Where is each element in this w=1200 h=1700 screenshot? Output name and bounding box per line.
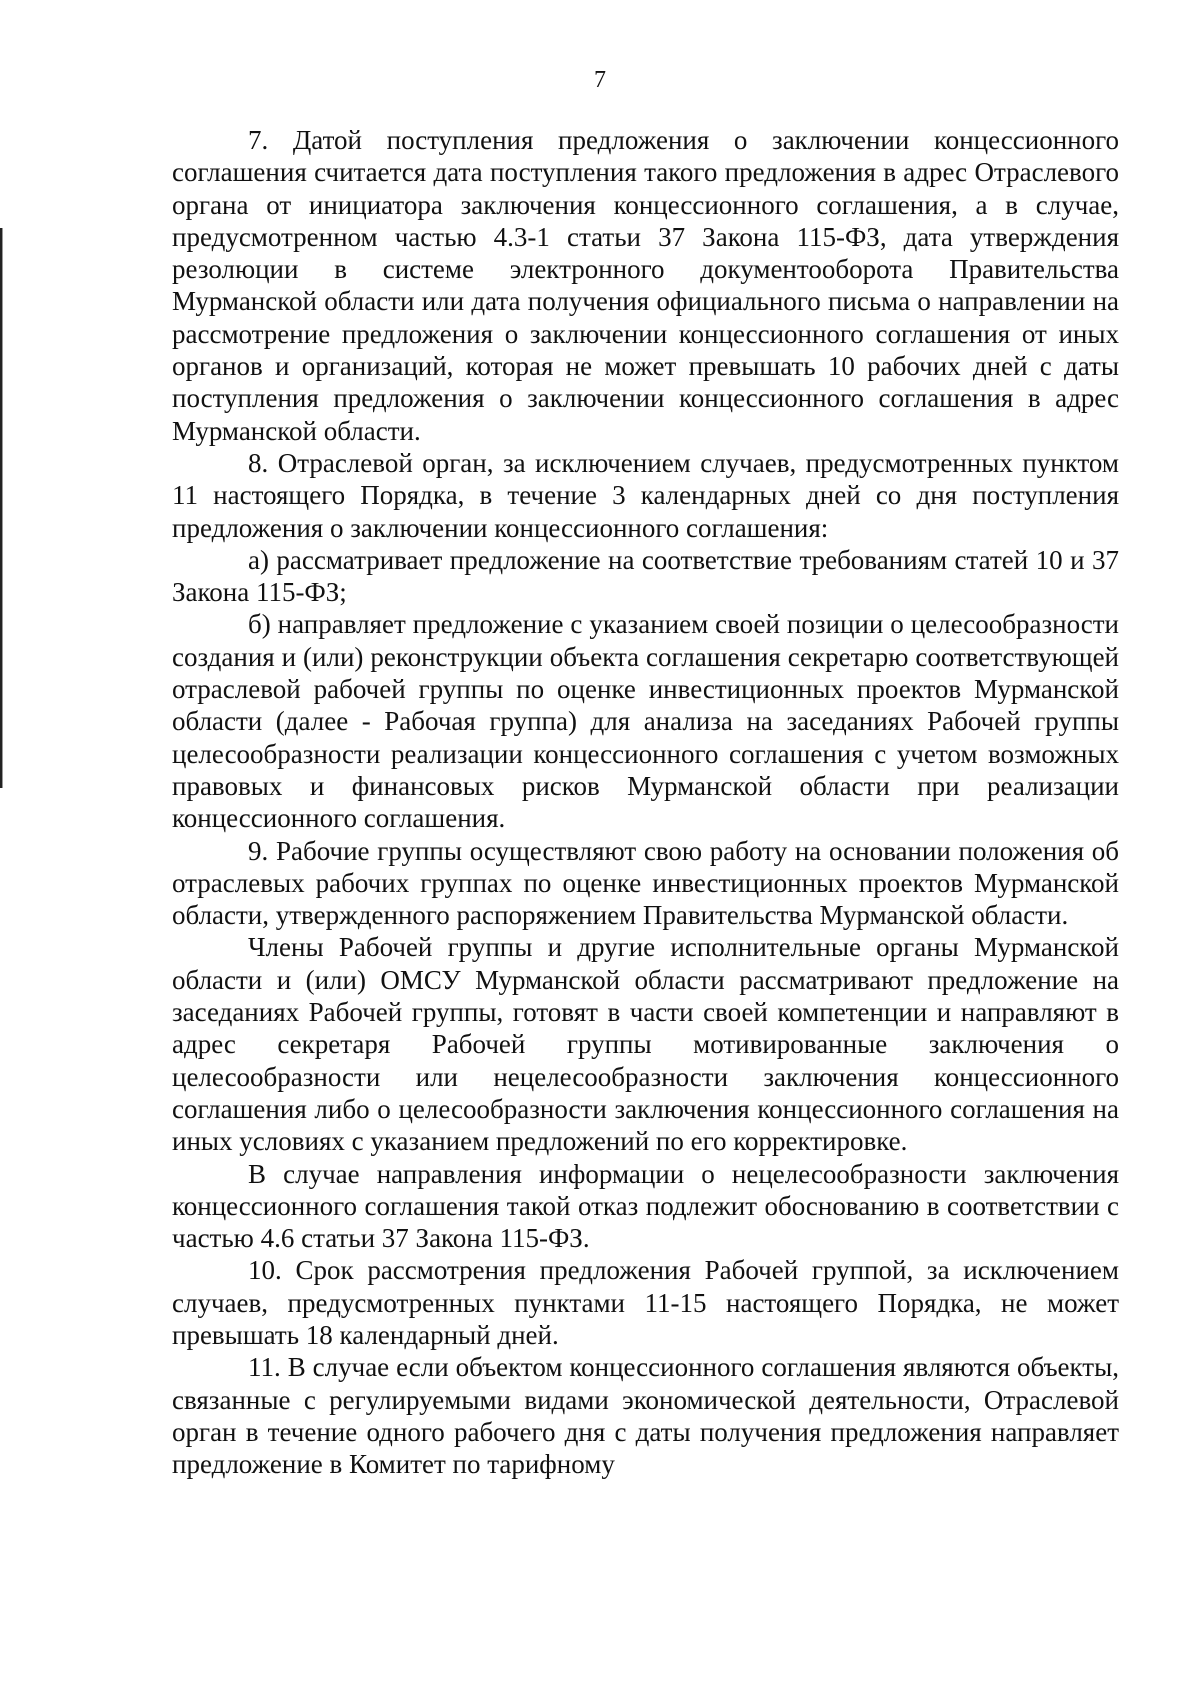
paragraph-8: 8. Отраслевой орган, за исключением случаев, предусмотренных пунктом 11 настоящего Порядка, в течение 3 календарных дней со дня поступления предложения о заключении концессионного соглашения: <box>172 447 1119 543</box>
paragraph-8a: а) рассматривает предложение на соответствие требованиям статей 10 и 37 Закона 115-ФЗ; <box>172 544 1119 608</box>
paragraph-8b: б) направляет предложение с указанием своей позиции о целесообразности создания и (или) реконструкции объекта соглашения секретарю соответствующей отраслевой рабочей группы по оценке инвестиционных проектов Мурманской области (далее - Рабочая группа) для анализа на заседаниях Рабочей группы целесообразности реализации концессионного соглашения с учетом возможных правовых и финансовых рисков Мурманской области при реализации концессионного соглашения. <box>172 609 1119 834</box>
paragraph-7: 7. Датой поступления предложения о заключении концессионного соглашения считается дата поступления такого предложения в адрес Отраслевого органа от инициатора заключения концессионного соглашения, а в случае, предусмотренном частью 4.3-1 статьи 37 Закона 115-ФЗ, дата утверждения резолюции в системе электронного документооборота Правительства Мурманской области или дата получения официального письма о направлении на рассмотрение предложения о заключении концессионного соглашения от иных органов и организаций, которая не может превышать 10 рабочих дней с даты поступления предложения о заключении концессионного соглашения в адрес Мурманской области. <box>172 125 1119 446</box>
paragraph-9: 9. Рабочие группы осуществляют свою работу на основании положения об отраслевых рабочих группах по оценке инвестиционных проектов Мурманской области, утвержденного распоряжением Правительства Мурманской области. <box>172 835 1119 931</box>
paragraph-9-refusal: В случае направления информации о нецелесообразности заключения концессионного соглашения такой отказ подлежит обоснованию в соответствии с частью 4.6 статьи 37 Закона 115-ФЗ. <box>172 1158 1119 1254</box>
paragraph-11: 11. В случае если объектом концессионного соглашения являются объекты, связанные с регулируемыми видами экономической деятельности, Отраслевой орган в течение одного рабочего дня с даты получения предложения направляет предложение в Комитет по тарифному <box>172 1352 1119 1480</box>
paragraph-9-members: Члены Рабочей группы и другие исполнительные органы Мурманской области и (или) ОМСУ Мурманской области рассматривают предложение на заседаниях Рабочей группы, готовят в части своей компетенции и направляют в адрес секретаря Рабочей группы мотивированные заключения о целесообразности или нецелесообразности заключения концессионного соглашения либо о целесообразности заключения концессионного соглашения на иных условиях с указанием предложений по его корректировке. <box>172 932 1119 1157</box>
page-number: 7 <box>594 67 606 93</box>
document-body <box>172 124 1119 1480</box>
scan-border-shadow <box>2 228 3 788</box>
paragraph-10: 10. Срок рассмотрения предложения Рабочей группой, за исключением случаев, предусмотренных пунктами 11-15 настоящего Порядка, не может превышать 18 календарный дней. <box>172 1255 1119 1350</box>
